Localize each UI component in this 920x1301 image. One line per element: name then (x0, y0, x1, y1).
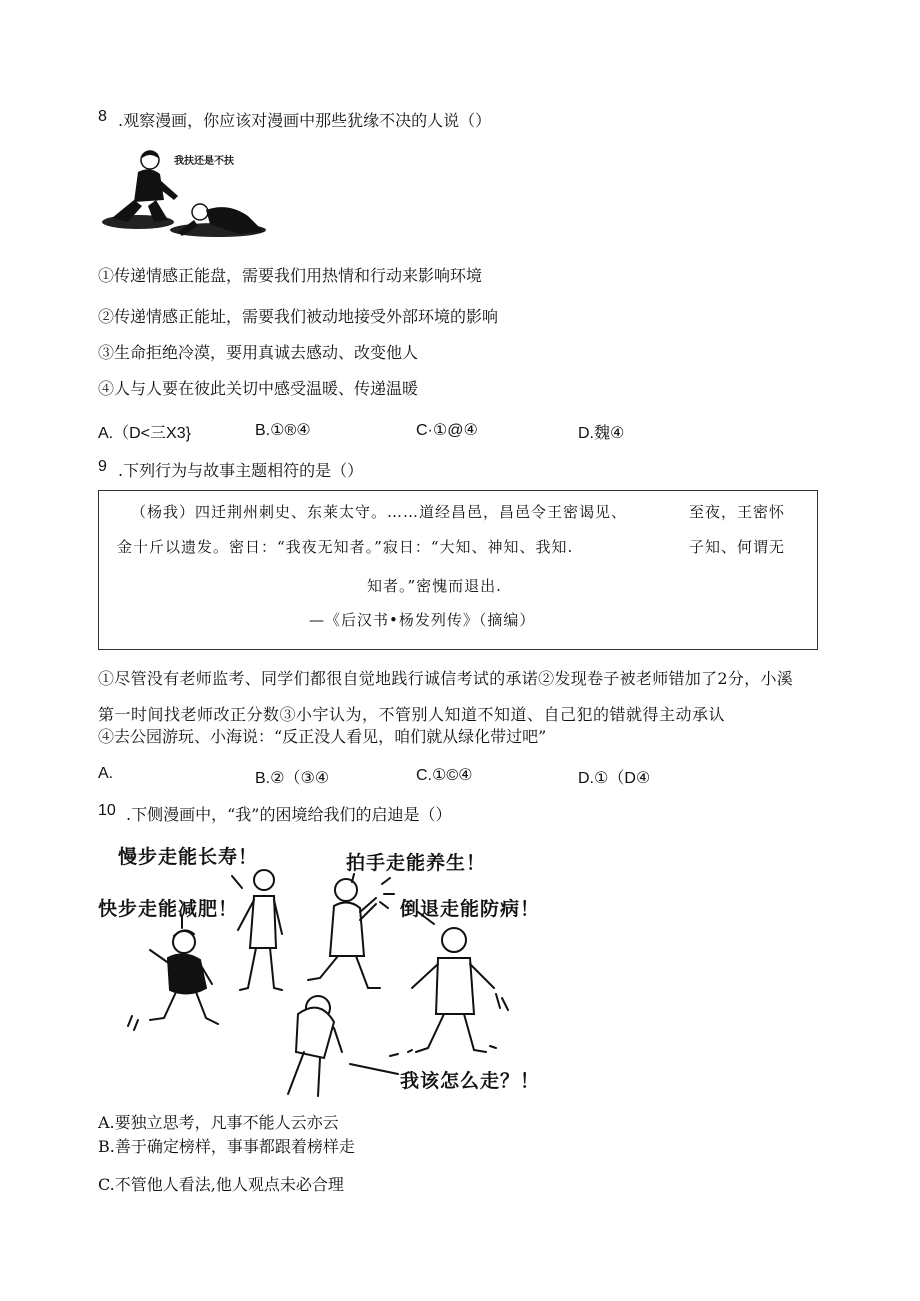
q10-bubble-slow: 慢步走能长寿！ (118, 846, 259, 868)
q9-passage-box (98, 490, 818, 650)
q8-cartoon-caption: 我扶还是不扶 (174, 156, 234, 167)
q8-option-c: C·①@④ (416, 422, 478, 439)
q10-bubble-clap: 拍手走能养生！ (346, 852, 487, 874)
q9-statement-line-2: 第一时间找老师改正分数③小宇认为，不管别人知道不知道、自己犯的错就得主动承认 (98, 705, 726, 724)
q8-statement-4: ④人与人要在彼此关切中感受温暖、传递温暖 (98, 379, 419, 398)
q9-passage-line2-right: 子知、何谓无 (689, 538, 786, 556)
q9-passage-line2-left: 金十斤以遗发。密日：“我夜无知者。”寂日：“大知、神知、我知. (117, 538, 574, 556)
q9-statement-line-1: ①尽管没有老师监考、同学们都很自觉地践行诚信考试的承诺②发现卷子被老师错加了2分，小溪 (98, 669, 794, 688)
q8-option-b: B.①®④ (255, 422, 311, 439)
q9-option-b: B.②（③④ (255, 770, 330, 787)
q9-passage-source: —《后汉书•杨发列传》（摘编） (309, 611, 536, 629)
q9-passage-line1-right: 至夜，王密怀 (689, 503, 786, 521)
q8-stem: .观察漫画，你应该对漫画中那些犹缘不决的人说（） (118, 111, 492, 130)
q9-option-d: D.①（D④ (578, 770, 651, 787)
q10-bubble-me: 我该怎么走？！ (400, 1070, 541, 1092)
q10-option-b: B.善于确定榜样，事事都跟着榜样走 (98, 1137, 355, 1156)
q9-passage-line1-left: （杨我）四迁荆州刺史、东莱太守。……道经昌邑，昌邑令王密谒见、 (131, 503, 628, 521)
q10-option-c: C.不管他人看法,他人观点未必合理 (98, 1175, 344, 1194)
q8-option-d: D.魏④ (578, 425, 625, 442)
q10-option-a: A.要独立思考，凡事不能人云亦云 (98, 1113, 339, 1132)
q10-bubble-fast: 快步走能减肥！ (98, 898, 239, 920)
q9-option-a: A. (98, 765, 114, 782)
q8-option-a: A.（D<三X3} (98, 425, 191, 442)
q10-number: 10 (98, 802, 116, 819)
q10-cartoon (98, 838, 548, 1106)
q8-number: 8 (98, 108, 107, 125)
q8-statement-3: ③生命拒绝冷漠，要用真诚去感动、改变他人 (98, 343, 419, 362)
q9-stem: .下列行为与故事主题相符的是（） (118, 461, 364, 480)
q8-statement-2: ②传递情感正能址，需要我们被动地接受外部环境的影响 (98, 307, 499, 326)
q8-statement-1: ①传递情感正能盘，需要我们用热情和行动来影响环境 (98, 266, 483, 285)
q9-number: 9 (98, 458, 107, 475)
q10-stem: .下侧漫画中，“我”的困境给我们的启迪是（） (126, 805, 452, 824)
q9-option-c: C.①©④ (416, 767, 473, 784)
q10-bubble-back: 倒退走能防病！ (400, 898, 541, 920)
q8-cartoon (98, 140, 270, 246)
q9-statement-line-3: ④去公园游玩、小海说：“反正没人看见，咱们就从绿化带过吧” (98, 727, 547, 746)
q9-passage-line3: 知者。”密愧而退出. (367, 577, 502, 595)
